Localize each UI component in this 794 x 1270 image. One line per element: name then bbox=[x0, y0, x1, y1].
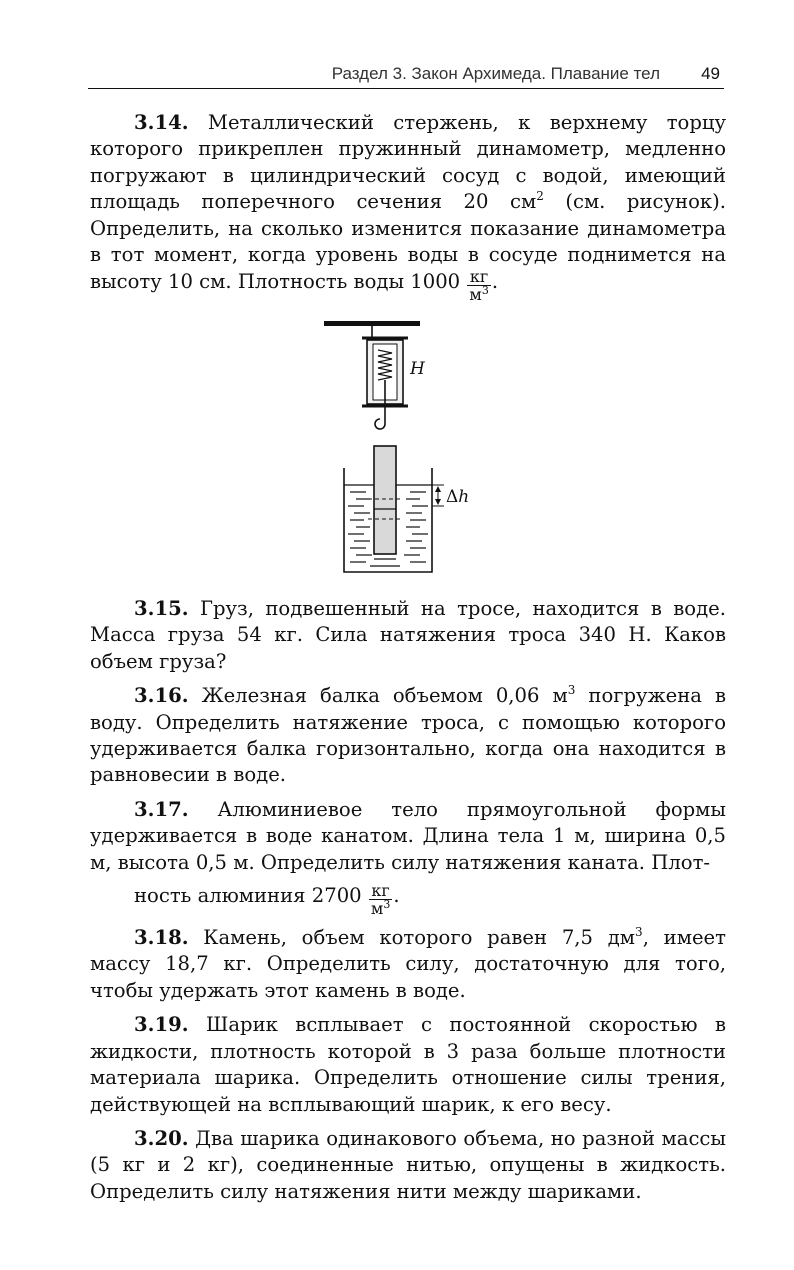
problem-text: Железная балка объемом 0,06 м bbox=[188, 684, 568, 708]
dynamometer-diagram bbox=[320, 316, 490, 582]
problem-3-18 bbox=[90, 925, 726, 1004]
problem-text-continued: (см. рисунок). Определить, на сколько изменится показание динамометра в тот момент, когда уровень воды в сосуде поднимется на высоту 10 см. Плотность воды 1000 bbox=[90, 190, 726, 294]
problem-number: 3.18. bbox=[134, 926, 189, 950]
problem-text: Два шарика одинакового объема, но разной массы (5 кг и 2 кг), соединенные нитью, опущены в жидкость. Определить силу натяжения нити между шариками. bbox=[90, 1126, 726, 1203]
problem-number: 3.14. bbox=[134, 111, 189, 134]
unit-denominator-base: м bbox=[469, 285, 482, 305]
problem-number: 3.17. bbox=[134, 797, 189, 821]
label-h: h bbox=[458, 487, 470, 507]
unit-numerator: кг bbox=[467, 268, 490, 286]
superscript: 3 bbox=[635, 925, 643, 940]
unit-denominator bbox=[467, 286, 490, 303]
problem-text: Шарик всплывает с постоянной скоростью в жидкости, плотность которой в 3 раза больше плотности материала шарика. Определить отношение силы трения, действующей на всплывающий шарик, к его весу. bbox=[90, 1013, 726, 1116]
superscript: 2 bbox=[536, 189, 544, 204]
page-number: 49 bbox=[701, 64, 720, 83]
problem-text: Металлический стержень, к верхнему торцу которого прикреплен пружинный динамометр, медленно погружают в цилиндрический сосуд с водой, имеющий площадь поперечного сечения 20 см bbox=[90, 111, 726, 214]
label-delta-h bbox=[446, 487, 469, 507]
problem-text: Груз, подвешенный на тросе, находится в воде. Масса груза 54 кг. Сила натяжения троса 340 Н. Каков объем груза? bbox=[90, 597, 726, 673]
problem-last-line bbox=[90, 876, 726, 917]
problem-3-16 bbox=[90, 683, 726, 789]
section-title: Раздел 3. Закон Архимеда. Плавание тел bbox=[331, 64, 660, 83]
density-unit-fraction bbox=[369, 882, 392, 917]
problem-text-continued: ность алюминия 2700 bbox=[134, 884, 368, 908]
problem-text: Камень, объем которого равен 7,5 дм bbox=[188, 926, 636, 950]
problem-text-continued: погружена в воду. Определить натяжение троса, с помощью которого удерживается балка горизонтально, когда она находится в равновесии в воде. bbox=[90, 684, 726, 787]
period: . bbox=[393, 884, 400, 908]
unit-numerator: кг bbox=[369, 882, 392, 900]
problem-3-15 bbox=[90, 596, 726, 675]
dh-arrow-down bbox=[435, 499, 441, 505]
problems-block-top bbox=[90, 110, 726, 303]
problem-text-continued: , имеет массу 18,7 кг. Определить силу, достаточную для того, чтобы удержать этот камень в воде. bbox=[90, 926, 726, 1002]
problem-3-14 bbox=[90, 110, 726, 303]
problem-number: 3.20. bbox=[134, 1126, 189, 1150]
dynamometer-figure bbox=[320, 316, 490, 582]
problem-3-19 bbox=[90, 1012, 726, 1118]
problem-3-17 bbox=[90, 797, 726, 917]
problem-number: 3.16. bbox=[134, 684, 189, 708]
label-delta: Δ bbox=[446, 487, 459, 507]
unit-exponent: 3 bbox=[383, 898, 391, 912]
top-bar bbox=[324, 321, 420, 326]
density-unit-fraction bbox=[467, 268, 490, 303]
period: . bbox=[491, 270, 499, 294]
unit-exponent: 3 bbox=[481, 284, 489, 298]
running-header bbox=[88, 62, 724, 89]
problems-block-bottom bbox=[90, 596, 726, 1205]
hook bbox=[375, 416, 385, 429]
problem-text: Алюминиевое тело прямоугольной формы удерживается в воде канатом. Длина тела 1 м, ширина 0,5 м, высота 0,5 м. Определить силу натяжения каната. Плот- bbox=[90, 797, 726, 874]
dh-arrow-up bbox=[435, 486, 441, 492]
problem-number: 3.15. bbox=[134, 597, 189, 620]
metal-rod bbox=[374, 446, 396, 554]
label-H: H bbox=[410, 359, 425, 379]
problem-3-20 bbox=[90, 1126, 726, 1205]
problem-number: 3.19. bbox=[134, 1013, 189, 1037]
superscript: 3 bbox=[567, 683, 576, 698]
unit-denominator bbox=[369, 900, 392, 917]
unit-denominator-base: м bbox=[370, 899, 384, 919]
